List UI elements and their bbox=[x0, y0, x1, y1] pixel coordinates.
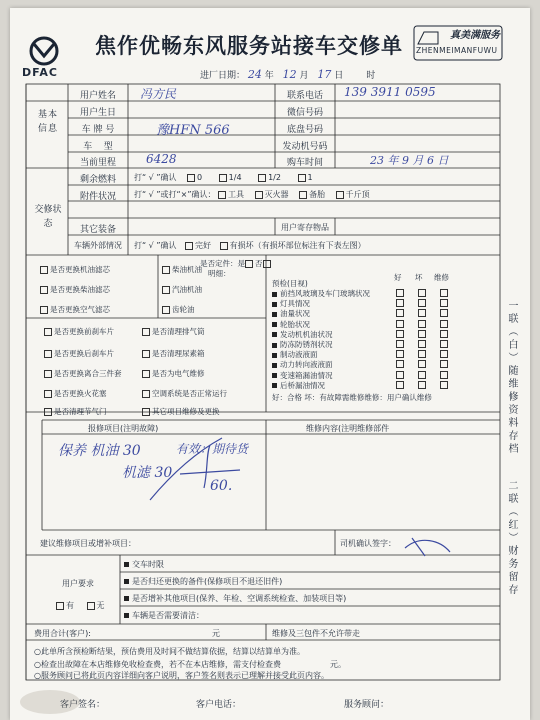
repair-hw-line2: 机滤 30 bbox=[122, 465, 173, 481]
inspect-bad-checkbox[interactable] bbox=[418, 371, 426, 379]
inspect-good-checkbox[interactable] bbox=[396, 289, 404, 297]
check-oil-filter[interactable]: 是否更换机油滤芯 bbox=[40, 264, 110, 275]
inspect-repair-checkbox[interactable] bbox=[440, 330, 448, 338]
accessory-option-1: 灭火器 bbox=[264, 190, 289, 199]
accessory-checkbox-3[interactable] bbox=[336, 191, 344, 199]
inspect-item-label: 防冻防锈剂状况 bbox=[280, 340, 333, 349]
fee-unit: 元 bbox=[212, 629, 220, 638]
inspect-good-checkbox[interactable] bbox=[396, 350, 404, 358]
accessory-hint: 打“ √ ”或打“×”确认： bbox=[134, 190, 216, 199]
fee-note: 维修及三包件不允许带走 bbox=[272, 629, 360, 638]
brand-sub: ZHENMEIMANFUWU bbox=[416, 46, 498, 55]
fixed-parts-label: 是否定件：是 bbox=[200, 259, 245, 268]
user-req-label: 用户要求 bbox=[62, 579, 94, 588]
inspect-bad-checkbox[interactable] bbox=[418, 330, 426, 338]
wechat-label: 微信号码 bbox=[286, 108, 323, 118]
bullet-icon bbox=[272, 343, 277, 348]
inspect-good-checkbox[interactable] bbox=[396, 381, 404, 389]
page-title: 焦作优畅东风服务站接车交修单 bbox=[95, 34, 403, 58]
side-copy-lower: 二联（红）财务留存 bbox=[506, 480, 517, 597]
appearance-option-1: 有损坏（有损坏部位标注有下表左图） bbox=[229, 241, 366, 250]
inspect-item bbox=[272, 380, 325, 391]
status-section-label: 交修状态 bbox=[34, 205, 62, 229]
inspect-item-label: 前挡风玻璃及车门玻璃状况 bbox=[280, 289, 370, 298]
check-front-brake[interactable]: 是否更换前刹车片 bbox=[44, 326, 114, 337]
birthday-label: 用户生日 bbox=[79, 108, 116, 118]
req-no-checkbox[interactable] bbox=[87, 602, 95, 610]
inspect-repair-checkbox[interactable] bbox=[440, 299, 448, 307]
repair-hw-line1: 保养 机油 30 bbox=[58, 443, 141, 459]
fuel-checkbox-2[interactable] bbox=[258, 174, 266, 182]
entry-date: 进厂日期： 24 年 12 月 17 日 时 bbox=[200, 68, 376, 81]
appearance-checkbox-1[interactable] bbox=[220, 242, 228, 250]
inspect-bad-checkbox[interactable] bbox=[418, 320, 426, 328]
check-throttle[interactable]: 是否清理节气门 bbox=[44, 406, 107, 417]
inspect-repair-checkbox[interactable] bbox=[440, 320, 448, 328]
inspect-col-repair: 维修 bbox=[434, 273, 449, 282]
note-1-unit: 元。 bbox=[330, 660, 346, 669]
inspect-repair-checkbox[interactable] bbox=[440, 309, 448, 317]
inspect-col-good: 好 bbox=[394, 273, 402, 282]
phone-label: 联系电话 bbox=[286, 91, 323, 101]
fuel-option-3: 1 bbox=[307, 173, 313, 182]
bullet-icon bbox=[272, 363, 277, 368]
inspect-bad-checkbox[interactable] bbox=[418, 350, 426, 358]
bullet-icon bbox=[272, 383, 277, 388]
inspect-good-checkbox[interactable] bbox=[396, 330, 404, 338]
plate-label: 车 牌 号 bbox=[81, 125, 115, 135]
inspect-item-label: 发动机机油状况 bbox=[280, 329, 333, 339]
brand-name: 真美满服务 bbox=[450, 30, 500, 41]
fuel-checkbox-0[interactable] bbox=[187, 174, 195, 182]
day-unit: 日 bbox=[334, 71, 344, 81]
appearance-label: 车辆外部情况 bbox=[74, 241, 122, 250]
accessory-checkbox-0[interactable] bbox=[218, 191, 226, 199]
inspect-good-checkbox[interactable] bbox=[396, 360, 404, 368]
fixed-no-label: 否 bbox=[255, 259, 263, 268]
appearance-hint: 打“ √ ”确认 bbox=[134, 241, 177, 250]
storage-label: 用户寄存物品 bbox=[281, 223, 329, 232]
inspect-item-label: 制动液液面 bbox=[280, 350, 318, 360]
owner-label: 用户姓名 bbox=[79, 91, 116, 101]
inspect-good-checkbox[interactable] bbox=[396, 299, 404, 307]
fixed-yes-checkbox[interactable] bbox=[245, 260, 253, 268]
inspect-repair-checkbox[interactable] bbox=[440, 371, 448, 379]
inspect-col-bad: 坏 bbox=[415, 273, 423, 282]
appearance-option-0: 完好 bbox=[195, 241, 212, 250]
inspect-item-label: 动力转向液液面 bbox=[280, 360, 333, 370]
inspect-bad-checkbox[interactable] bbox=[418, 340, 426, 348]
fuel-checkbox-3[interactable] bbox=[298, 174, 306, 182]
inspect-repair-checkbox[interactable] bbox=[440, 350, 448, 358]
appearance-options bbox=[134, 240, 366, 251]
inspect-item-label: 油量状况 bbox=[280, 309, 310, 319]
fixed-no-checkbox[interactable] bbox=[263, 260, 271, 268]
note-1: ○检查出故障在本店维修免收检查费，若不在本店维修，需支付检查费 bbox=[34, 660, 281, 669]
inspect-item-label: 轮胎状况 bbox=[280, 319, 310, 329]
user-req-options bbox=[56, 600, 105, 611]
other-equipment-label: 其它装备 bbox=[79, 225, 116, 235]
req-item-0: 交车时限 bbox=[124, 559, 164, 570]
req-yes-label: 有 bbox=[66, 601, 74, 610]
req-item-1: 是否归还更换的备件(保修项目不退还旧件) bbox=[124, 576, 282, 587]
bullet-icon bbox=[272, 312, 277, 317]
fixed-note: 明细： bbox=[208, 269, 231, 278]
repair-items-header: 报修项目(注明故障) bbox=[88, 424, 159, 433]
check-clutch[interactable]: 是否更换离合三件套 bbox=[44, 368, 122, 379]
inspect-item-label: 灯具情况 bbox=[280, 299, 310, 309]
check-gasoline-oil[interactable]: 汽油机油 bbox=[162, 284, 202, 295]
suggest-label: 建议维修项目或增补项目： bbox=[40, 539, 136, 548]
inspect-footer: 好：合格 坏：有故障需维修维修：用户确认维修 bbox=[272, 393, 432, 402]
fuel-hint: 打“ √ ”确认 bbox=[134, 173, 177, 182]
chassis-label: 底盘号码 bbox=[286, 125, 323, 135]
inspect-good-checkbox[interactable] bbox=[396, 371, 404, 379]
engine-label: 发动机号码 bbox=[282, 142, 328, 152]
mileage-value: 6428 bbox=[146, 152, 177, 166]
check-air-filter[interactable]: 是否更换空气滤芯 bbox=[40, 304, 110, 315]
req-item-2: 是否增补其他项目(保养、年检、空调系统检查、加装项目等) bbox=[124, 593, 346, 604]
repair-hw-total: 60. bbox=[210, 478, 233, 494]
paper-stain bbox=[20, 690, 80, 714]
inspect-bad-checkbox[interactable] bbox=[418, 309, 426, 317]
mileage-label: 当前里程 bbox=[79, 158, 116, 168]
note-2: ○服务顾问已将此页内容详细向客户说明，客户签名则表示已理解并接受此页内容。 bbox=[34, 671, 329, 680]
bullet-icon bbox=[272, 353, 277, 358]
req-no-label: 无 bbox=[96, 601, 105, 610]
fuel-options bbox=[134, 172, 313, 183]
appearance-checkbox-0[interactable] bbox=[185, 242, 193, 250]
inspect-item-label: 后桥漏油情况 bbox=[280, 380, 325, 390]
dfac-logo-icon bbox=[24, 36, 64, 66]
fuel-label: 剩余燃料 bbox=[79, 175, 116, 185]
check-exhaust[interactable]: 是否清理排气筒 bbox=[142, 326, 205, 337]
repair-hw-mark: 有效：期待货 bbox=[176, 442, 249, 456]
customer-sign-label: 客户签名： bbox=[60, 700, 106, 710]
logo-text: DFAC bbox=[22, 66, 58, 79]
accessory-option-0: 工具 bbox=[228, 190, 245, 199]
inspect-repair-checkbox[interactable] bbox=[440, 340, 448, 348]
inspect-bad-checkbox[interactable] bbox=[418, 289, 426, 297]
date-day: 17 bbox=[317, 68, 332, 81]
repair-content-header: 维修内容(注明维修部件 bbox=[306, 424, 390, 433]
check-gear-oil[interactable]: 齿轮油 bbox=[162, 304, 195, 315]
accessory-option-3: 千斤顶 bbox=[345, 190, 370, 199]
check-diesel-filter[interactable]: 是否更换柴油滤芯 bbox=[40, 284, 110, 295]
inspect-good-checkbox[interactable] bbox=[396, 320, 404, 328]
plate-value: 豫HFN 566 bbox=[156, 123, 230, 138]
check-diesel-oil[interactable]: 柴油机油 bbox=[162, 264, 202, 275]
check-rear-brake[interactable]: 是否更换后刹车片 bbox=[44, 348, 114, 359]
accessory-checkbox-2[interactable] bbox=[299, 191, 307, 199]
fee-label: 费用合计(客户): bbox=[34, 629, 91, 638]
accessory-checkbox-1[interactable] bbox=[255, 191, 263, 199]
date-month: 12 bbox=[282, 68, 297, 81]
time-unit: 时 bbox=[366, 71, 376, 81]
check-electrical[interactable]: 是否为电气维修 bbox=[142, 368, 205, 379]
side-copy-upper: 一联（白）随维修资料存档 bbox=[506, 300, 517, 456]
model-label: 车 型 bbox=[83, 142, 113, 152]
req-yes-checkbox[interactable] bbox=[56, 602, 64, 610]
bullet-icon bbox=[272, 292, 277, 297]
inspect-title: 预检(目视) bbox=[272, 279, 308, 288]
bullet-icon bbox=[272, 322, 277, 327]
check-urea-tank[interactable]: 是否清理尿素箱 bbox=[142, 348, 205, 359]
inspect-bad-checkbox[interactable] bbox=[418, 381, 426, 389]
date-year: 24 bbox=[247, 68, 262, 81]
check-other-items[interactable]: 其它项目维修及更换 bbox=[142, 406, 220, 417]
inspect-bad-checkbox[interactable] bbox=[418, 360, 426, 368]
inspect-item-label: 变速箱漏油情况 bbox=[280, 370, 333, 380]
bullet-icon bbox=[272, 332, 277, 337]
customer-phone-label: 客户电话： bbox=[196, 700, 242, 710]
phone-value: 139 3911 0595 bbox=[344, 85, 436, 99]
bullet-icon bbox=[272, 302, 277, 307]
advisor-label: 服务顾问： bbox=[344, 700, 390, 710]
inspect-bad-checkbox[interactable] bbox=[418, 299, 426, 307]
inspect-repair-checkbox[interactable] bbox=[440, 381, 448, 389]
fuel-checkbox-1[interactable] bbox=[219, 174, 227, 182]
purchase-value: 23 年 9 月 6 日 bbox=[370, 154, 449, 167]
fuel-option-0: 0 bbox=[197, 173, 203, 182]
date-label: 进厂日期 bbox=[200, 71, 237, 81]
owner-value: 冯方民 bbox=[140, 87, 177, 101]
accessory-options bbox=[134, 189, 370, 200]
year-unit: 年 bbox=[264, 71, 274, 81]
inspect-good-checkbox[interactable] bbox=[396, 309, 404, 317]
inspect-good-checkbox[interactable] bbox=[396, 340, 404, 348]
accessory-option-2: 备胎 bbox=[309, 190, 326, 199]
req-item-3: 车辆是否需要清洁： bbox=[124, 610, 204, 621]
purchase-label: 购车时间 bbox=[286, 158, 323, 168]
fuel-option-1: 1/4 bbox=[228, 173, 242, 182]
bullet-icon bbox=[272, 373, 277, 378]
check-ac[interactable]: 空调系统是否正常运行 bbox=[142, 388, 227, 399]
accessory-label: 附件状况 bbox=[79, 192, 116, 202]
note-0: ○此单所含预检断结果，预估费用及时间不做结算依据，结算以结算单为准。 bbox=[34, 647, 305, 656]
fuel-option-2: 1/2 bbox=[268, 173, 281, 182]
month-unit: 月 bbox=[299, 71, 309, 81]
inspect-repair-checkbox[interactable] bbox=[440, 289, 448, 297]
inspect-repair-checkbox[interactable] bbox=[440, 360, 448, 368]
driver-sign-label: 司机确认签字： bbox=[340, 539, 396, 548]
basic-section-label: 基本信息 bbox=[37, 110, 58, 134]
check-spark-plug[interactable]: 是否更换火花塞 bbox=[44, 388, 107, 399]
